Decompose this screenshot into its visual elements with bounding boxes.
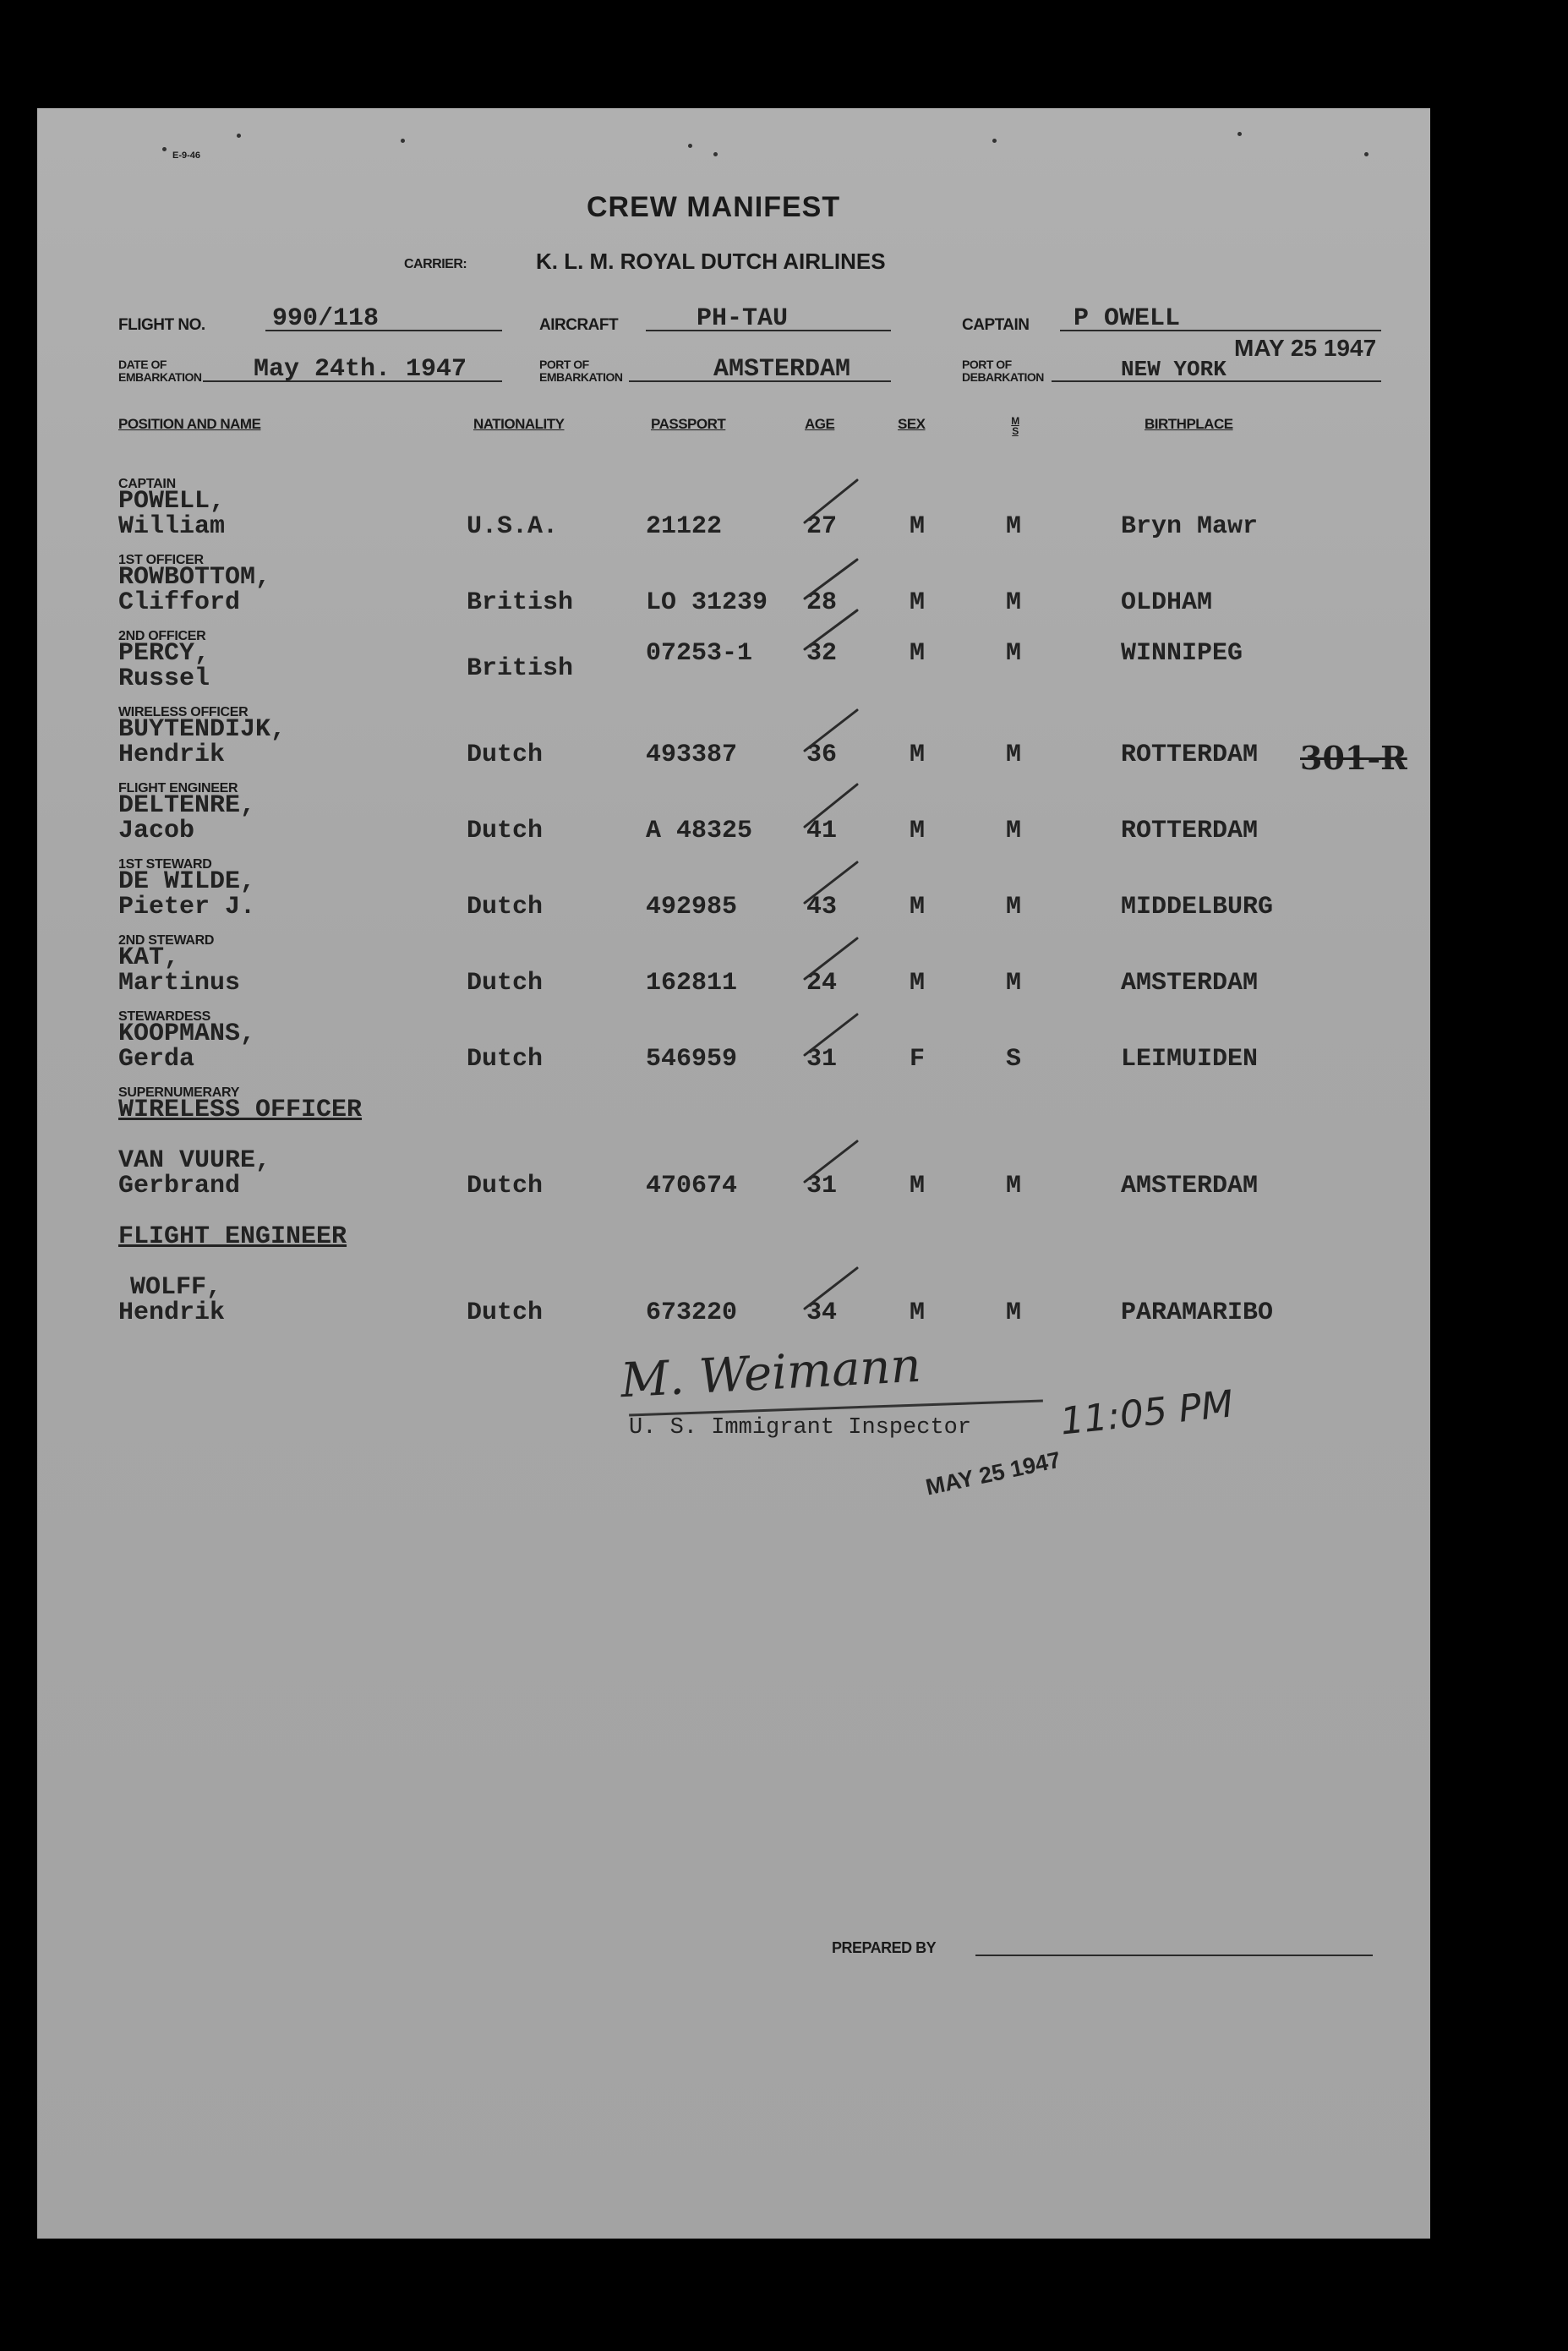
crew-nationality: Dutch (467, 1172, 544, 1200)
crew-surname: KOOPMANS, (118, 1020, 256, 1048)
crew-surname: DE WILDE, (118, 867, 256, 896)
crew-position: WIRELESS OFFICER (118, 705, 249, 719)
margin-note: 301-R (1300, 739, 1407, 777)
port-embark-underline (629, 380, 891, 382)
crew-birthplace: WINNIPEG (1121, 639, 1243, 668)
crew-given-name: Pieter J. (118, 893, 256, 921)
date-embark-label (118, 358, 201, 384)
port-debark-value: NEW YORK (1121, 357, 1227, 382)
prepared-by-label: PREPARED BY (832, 1939, 937, 1956)
speck (713, 152, 718, 156)
crew-age: 36 (806, 741, 838, 769)
inspection-date-stamp: MAY 25 1947 (923, 1446, 1063, 1501)
col-sex: SEX (898, 416, 926, 432)
crew-passport: 07253-1 (646, 639, 753, 668)
crew-nationality: British (467, 654, 574, 683)
crew-age: 31 (806, 1172, 838, 1200)
flight-engineer-section-heading: FLIGHT ENGINEER (118, 1222, 347, 1251)
crew-surname: POWELL, (118, 487, 226, 516)
captain-label: CAPTAIN (962, 316, 1030, 334)
port-embark-label-line1: PORT OF (539, 358, 589, 371)
inspector-signature: M. Weimann (619, 1337, 923, 1409)
crew-sex: M (910, 1172, 926, 1200)
crew-given-name: Hendrik (118, 741, 226, 769)
crew-nationality: Dutch (467, 1045, 544, 1074)
manifest-page (37, 108, 1430, 2239)
date-embark-underline (203, 380, 502, 382)
crew-given-name: Gerda (118, 1045, 195, 1074)
arrival-date-stamp: MAY 25 1947 (1234, 335, 1377, 361)
col-marital-status: M S (1011, 415, 1019, 437)
speck (688, 144, 692, 148)
crew-age: 24 (806, 969, 838, 998)
crew-given-name: Clifford (118, 588, 241, 617)
crew-sex: F (910, 1045, 926, 1074)
date-embark-value: May 24th. 1947 (254, 355, 467, 384)
speck (237, 134, 241, 138)
col-nationality: NATIONALITY (473, 416, 565, 432)
document-title: CREW MANIFEST (587, 191, 841, 223)
crew-surname: PERCY, (118, 639, 210, 668)
crew-nationality: Dutch (467, 741, 544, 769)
form-number: E-9-46 (172, 150, 201, 161)
prepared-by-line (975, 1955, 1373, 1956)
carrier-value: K. L. M. ROYAL DUTCH AIRLINES (536, 249, 886, 274)
port-embark-value: AMSTERDAM (713, 355, 851, 384)
crew-sex: M (910, 512, 926, 541)
crew-marital-status: S (1006, 1045, 1022, 1074)
crew-nationality: Dutch (467, 893, 544, 921)
crew-birthplace: AMSTERDAM (1121, 1172, 1259, 1200)
crew-surname: WOLFF, (130, 1273, 222, 1302)
crew-position: 2ND STEWARD (118, 933, 215, 948)
crew-passport: 21122 (646, 512, 723, 541)
crew-marital-status: M (1006, 512, 1022, 541)
port-embark-label-line2: EMBARKATION (539, 370, 623, 384)
crew-sex: M (910, 741, 926, 769)
crew-age: 34 (806, 1299, 838, 1327)
crew-given-name: Russel (118, 664, 210, 693)
col-birthplace: BIRTHPLACE (1145, 416, 1233, 432)
crew-nationality: U.S.A. (467, 512, 559, 541)
crew-age: 41 (806, 817, 838, 845)
crew-position: 2ND OFFICER (118, 629, 206, 643)
crew-passport: 673220 (646, 1299, 738, 1327)
aircraft-value: PH-TAU (697, 304, 789, 333)
crew-nationality: Dutch (467, 817, 544, 845)
crew-age: 31 (806, 1045, 838, 1074)
aircraft-underline (646, 330, 891, 331)
crew-sex: M (910, 1299, 926, 1327)
crew-sex: M (910, 969, 926, 998)
port-debark-underline (1052, 380, 1381, 382)
port-embark-label (539, 358, 622, 384)
crew-passport: 492985 (646, 893, 738, 921)
speck (992, 139, 997, 143)
flight-no-label: FLIGHT NO. (118, 316, 205, 334)
crew-passport: 470674 (646, 1172, 738, 1200)
date-embark-label-line2: EMBARKATION (118, 370, 202, 384)
carrier-label: CARRIER: (404, 257, 467, 271)
inspector-title: U. S. Immigrant Inspector (629, 1415, 972, 1441)
crew-given-name: William (118, 512, 226, 541)
crew-birthplace: ROTTERDAM (1121, 741, 1259, 769)
crew-marital-status: M (1006, 969, 1022, 998)
speck (162, 147, 167, 151)
port-debark-label-line1: PORT OF (962, 358, 1012, 371)
crew-position: STEWARDESS (118, 1009, 211, 1024)
crew-birthplace: MIDDELBURG (1121, 893, 1274, 921)
crew-sex: M (910, 893, 926, 921)
captain-value: P OWELL (1074, 304, 1181, 333)
flight-no-underline (265, 330, 502, 331)
crew-birthplace: LEIMUIDEN (1121, 1045, 1259, 1074)
speck (401, 139, 405, 143)
crew-birthplace: ROTTERDAM (1121, 817, 1259, 845)
crew-passport: LO 31239 (646, 588, 768, 617)
crew-passport: 162811 (646, 969, 738, 998)
col-age: AGE (805, 416, 835, 432)
crew-marital-status: M (1006, 1299, 1022, 1327)
speck (1364, 152, 1369, 156)
crew-age: 27 (806, 512, 838, 541)
crew-birthplace: PARAMARIBO (1121, 1299, 1274, 1327)
crew-given-name: Gerbrand (118, 1172, 241, 1200)
captain-underline (1060, 330, 1381, 331)
crew-surname: VAN VUURE, (118, 1146, 271, 1175)
crew-position: 1ST OFFICER (118, 553, 204, 567)
flight-no-value: 990/118 (272, 304, 380, 333)
inspection-time: 11:05 PM (1057, 1382, 1236, 1444)
crew-marital-status: M (1006, 588, 1022, 617)
port-debark-label-line2: DEBARKATION (962, 370, 1044, 384)
crew-nationality: Dutch (467, 1299, 544, 1327)
crew-passport: A 48325 (646, 817, 753, 845)
crew-passport: 493387 (646, 741, 738, 769)
aircraft-label: AIRCRAFT (539, 316, 619, 334)
crew-nationality: Dutch (467, 969, 544, 998)
crew-birthplace: OLDHAM (1121, 588, 1213, 617)
port-debark-label (962, 358, 1044, 384)
crew-birthplace: Bryn Mawr (1121, 512, 1259, 541)
crew-marital-status: M (1006, 1172, 1022, 1200)
crew-nationality: British (467, 588, 574, 617)
crew-sex: M (910, 588, 926, 617)
crew-passport: 546959 (646, 1045, 738, 1074)
crew-marital-status: M (1006, 893, 1022, 921)
crew-position: FLIGHT ENGINEER (118, 781, 238, 796)
crew-birthplace: AMSTERDAM (1121, 969, 1259, 998)
crew-age: 43 (806, 893, 838, 921)
col-passport: PASSPORT (651, 416, 726, 432)
crew-marital-status: M (1006, 639, 1022, 668)
crew-age: 32 (806, 639, 838, 668)
crew-sex: M (910, 639, 926, 668)
date-embark-label-line1: DATE OF (118, 358, 167, 371)
crew-sex: M (910, 817, 926, 845)
crew-surname: BUYTENDIJK, (118, 715, 287, 744)
supernumerary-label: SUPERNUMERARY (118, 1085, 240, 1100)
col-position: POSITION AND NAME (118, 416, 261, 432)
crew-given-name: Hendrik (118, 1299, 226, 1327)
crew-surname: ROWBOTTOM, (118, 563, 271, 592)
crew-position: CAPTAIN (118, 477, 176, 491)
crew-position: 1ST STEWARD (118, 857, 212, 872)
speck (1237, 132, 1242, 136)
crew-surname: KAT, (118, 943, 180, 972)
crew-given-name: Jacob (118, 817, 195, 845)
crew-marital-status: M (1006, 817, 1022, 845)
crew-surname: DELTENRE, (118, 791, 256, 820)
supernumerary-section-heading: WIRELESS OFFICER (118, 1096, 363, 1124)
crew-given-name: Martinus (118, 969, 241, 998)
crew-age: 28 (806, 588, 838, 617)
crew-marital-status: M (1006, 741, 1022, 769)
